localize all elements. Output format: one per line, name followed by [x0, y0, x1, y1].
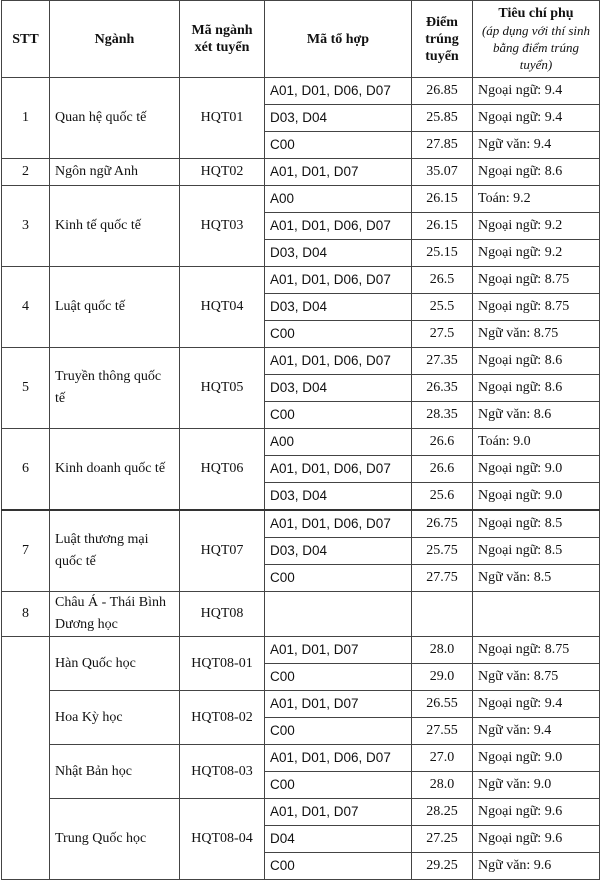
- tieu-chi-cell: Ngữ văn: 9.4: [473, 132, 600, 159]
- nganh-cell: Kinh tế quốc tế: [50, 186, 180, 267]
- ma-to-hop-cell: C00: [265, 402, 412, 429]
- diem-cell: 27.55: [412, 718, 473, 745]
- ma-to-hop-cell: A01, D01, D07: [265, 799, 412, 826]
- tieu-chi-cell: Ngoại ngữ: 8.75: [473, 267, 600, 294]
- tieu-chi-cell: Ngoại ngữ: 9.6: [473, 826, 600, 853]
- diem-cell: 29.0: [412, 664, 473, 691]
- ma-to-hop-cell: C00: [265, 565, 412, 592]
- diem-cell: 27.35: [412, 348, 473, 375]
- ma-nganh-cell: HQT07: [180, 510, 265, 592]
- tieu-chi-cell: Ngoại ngữ: 9.4: [473, 691, 600, 718]
- ma-to-hop-cell: A01, D01, D06, D07: [265, 78, 412, 105]
- ma-nganh-cell: HQT08-03: [180, 745, 265, 799]
- diem-cell: 25.6: [412, 483, 473, 511]
- tieu-chi-cell: Toán: 9.0: [473, 429, 600, 456]
- ma-nganh-cell: HQT05: [180, 348, 265, 429]
- tieu-chi-cell: Ngoại ngữ: 8.5: [473, 510, 600, 538]
- header-tieu-chi-title: Tiêu chí phụ: [498, 6, 574, 21]
- diem-cell: 25.75: [412, 538, 473, 565]
- nganh-cell: Luật quốc tế: [50, 267, 180, 348]
- ma-to-hop-cell: A00: [265, 429, 412, 456]
- tieu-chi-cell: Ngoại ngữ: 9.0: [473, 745, 600, 772]
- tieu-chi-cell: Ngoại ngữ: 8.6: [473, 159, 600, 186]
- table-row: [2, 799, 600, 826]
- admission-score-table: [1, 0, 600, 880]
- ma-to-hop-cell: A01, D01, D06, D07: [265, 510, 412, 538]
- ma-nganh-cell: HQT08-01: [180, 637, 265, 691]
- ma-to-hop-cell: D03, D04: [265, 483, 412, 511]
- diem-cell: 26.5: [412, 267, 473, 294]
- ma-to-hop-cell: A01, D01, D06, D07: [265, 348, 412, 375]
- ma-nganh-cell: HQT02: [180, 159, 265, 186]
- ma-to-hop-cell: D03, D04: [265, 105, 412, 132]
- stt-cell: 2: [2, 159, 50, 186]
- stt-cell: 4: [2, 267, 50, 348]
- header-row: [2, 1, 600, 78]
- ma-to-hop-cell: C00: [265, 853, 412, 880]
- stt-cell: 1: [2, 78, 50, 159]
- diem-cell: 26.15: [412, 186, 473, 213]
- header-tieu-chi: [473, 1, 600, 78]
- tieu-chi-cell: Toán: 9.2: [473, 186, 600, 213]
- diem-cell: 26.55: [412, 691, 473, 718]
- tieu-chi-cell: Ngoại ngữ: 9.2: [473, 213, 600, 240]
- diem-cell: [412, 592, 473, 637]
- ma-nganh-cell: HQT08-02: [180, 691, 265, 745]
- nganh-cell: Nhật Bản học: [50, 745, 180, 799]
- nganh-cell: Châu Á - Thái Bình Dương học: [50, 592, 180, 637]
- tieu-chi-cell: Ngữ văn: 9.4: [473, 718, 600, 745]
- tieu-chi-cell: [473, 592, 600, 637]
- nganh-cell: Trung Quốc học: [50, 799, 180, 880]
- nganh-cell: Kinh doanh quốc tế: [50, 429, 180, 511]
- ma-nganh-cell: HQT04: [180, 267, 265, 348]
- tieu-chi-cell: Ngoại ngữ: 8.75: [473, 637, 600, 664]
- diem-cell: 26.35: [412, 375, 473, 402]
- diem-cell: 29.25: [412, 853, 473, 880]
- diem-cell: 28.35: [412, 402, 473, 429]
- ma-nganh-cell: HQT08: [180, 592, 265, 637]
- tieu-chi-cell: Ngữ văn: 8.75: [473, 321, 600, 348]
- header-diem: Điểm trúng tuyển: [412, 1, 473, 78]
- table-row: [2, 78, 600, 105]
- table-row: [2, 745, 600, 772]
- ma-to-hop-cell: A01, D01, D06, D07: [265, 745, 412, 772]
- tieu-chi-cell: Ngoại ngữ: 9.4: [473, 105, 600, 132]
- diem-cell: 28.0: [412, 772, 473, 799]
- diem-cell: 28.0: [412, 637, 473, 664]
- tieu-chi-cell: Ngoại ngữ: 8.5: [473, 538, 600, 565]
- table-row: [2, 637, 600, 664]
- tieu-chi-cell: Ngoại ngữ: 8.75: [473, 294, 600, 321]
- tieu-chi-cell: Ngoại ngữ: 8.6: [473, 348, 600, 375]
- diem-cell: 27.5: [412, 321, 473, 348]
- diem-cell: 27.25: [412, 826, 473, 853]
- tieu-chi-cell: Ngữ văn: 8.6: [473, 402, 600, 429]
- ma-nganh-cell: HQT01: [180, 78, 265, 159]
- tieu-chi-cell: Ngoại ngữ: 9.0: [473, 483, 600, 511]
- nganh-cell: Quan hệ quốc tế: [50, 78, 180, 159]
- ma-to-hop-cell: D03, D04: [265, 375, 412, 402]
- tieu-chi-cell: Ngoại ngữ: 8.6: [473, 375, 600, 402]
- diem-cell: 27.85: [412, 132, 473, 159]
- ma-to-hop-cell: [265, 592, 412, 637]
- stt-cell: 5: [2, 348, 50, 429]
- ma-to-hop-cell: D03, D04: [265, 538, 412, 565]
- ma-to-hop-cell: D03, D04: [265, 240, 412, 267]
- nganh-cell: Ngôn ngữ Anh: [50, 159, 180, 186]
- tieu-chi-cell: Ngữ văn: 9.6: [473, 853, 600, 880]
- ma-to-hop-cell: C00: [265, 132, 412, 159]
- table-row: [2, 510, 600, 538]
- ma-nganh-cell: HQT03: [180, 186, 265, 267]
- table-row: [2, 159, 600, 186]
- table-row: [2, 592, 600, 637]
- header-ma-nganh: Mã ngành xét tuyển: [180, 1, 265, 78]
- diem-cell: 25.85: [412, 105, 473, 132]
- tieu-chi-cell: Ngoại ngữ: 9.6: [473, 799, 600, 826]
- stt-cell: 8: [2, 592, 50, 637]
- ma-to-hop-cell: A01, D01, D06, D07: [265, 213, 412, 240]
- diem-cell: 35.07: [412, 159, 473, 186]
- ma-to-hop-cell: A01, D01, D07: [265, 159, 412, 186]
- ma-to-hop-cell: C00: [265, 718, 412, 745]
- header-tieu-chi-note: (áp dụng với thí sinh bằng điểm trúng tuyển): [481, 23, 591, 72]
- tieu-chi-cell: Ngoại ngữ: 9.0: [473, 456, 600, 483]
- ma-to-hop-cell: D03, D04: [265, 294, 412, 321]
- table-row: [2, 429, 600, 456]
- ma-to-hop-cell: C00: [265, 321, 412, 348]
- nganh-cell: Hoa Kỳ học: [50, 691, 180, 745]
- ma-nganh-cell: HQT06: [180, 429, 265, 511]
- header-nganh: Ngành: [50, 1, 180, 78]
- nganh-cell: Luật thương mại quốc tế: [50, 510, 180, 592]
- diem-cell: 26.6: [412, 429, 473, 456]
- tieu-chi-cell: Ngữ văn: 8.75: [473, 664, 600, 691]
- header-ma-to-hop: Mã tổ hợp: [265, 1, 412, 78]
- nganh-cell: Truyền thông quốc tế: [50, 348, 180, 429]
- diem-cell: 27.75: [412, 565, 473, 592]
- diem-cell: 26.85: [412, 78, 473, 105]
- ma-to-hop-cell: C00: [265, 664, 412, 691]
- table-row: [2, 691, 600, 718]
- diem-cell: 26.6: [412, 456, 473, 483]
- ma-nganh-cell: HQT08-04: [180, 799, 265, 880]
- ma-to-hop-cell: A01, D01, D07: [265, 691, 412, 718]
- diem-cell: 25.15: [412, 240, 473, 267]
- header-stt: STT: [2, 1, 50, 78]
- diem-cell: 28.25: [412, 799, 473, 826]
- stt-cell: 6: [2, 429, 50, 511]
- diem-cell: 26.75: [412, 510, 473, 538]
- ma-to-hop-cell: A00: [265, 186, 412, 213]
- ma-to-hop-cell: A01, D01, D07: [265, 637, 412, 664]
- ma-to-hop-cell: D04: [265, 826, 412, 853]
- tieu-chi-cell: Ngoại ngữ: 9.4: [473, 78, 600, 105]
- ma-to-hop-cell: A01, D01, D06, D07: [265, 456, 412, 483]
- ma-to-hop-cell: C00: [265, 772, 412, 799]
- stt-cell: 3: [2, 186, 50, 267]
- tieu-chi-cell: Ngữ văn: 8.5: [473, 565, 600, 592]
- table-row: [2, 348, 600, 375]
- nganh-cell: Hàn Quốc học: [50, 637, 180, 691]
- table-body: [2, 78, 600, 880]
- stt-cell: 7: [2, 510, 50, 592]
- tieu-chi-cell: Ngữ văn: 9.0: [473, 772, 600, 799]
- diem-cell: 27.0: [412, 745, 473, 772]
- diem-cell: 26.15: [412, 213, 473, 240]
- ma-to-hop-cell: A01, D01, D06, D07: [265, 267, 412, 294]
- stt-cell: [2, 637, 50, 880]
- table-row: [2, 267, 600, 294]
- diem-cell: 25.5: [412, 294, 473, 321]
- table-row: [2, 186, 600, 213]
- tieu-chi-cell: Ngoại ngữ: 9.2: [473, 240, 600, 267]
